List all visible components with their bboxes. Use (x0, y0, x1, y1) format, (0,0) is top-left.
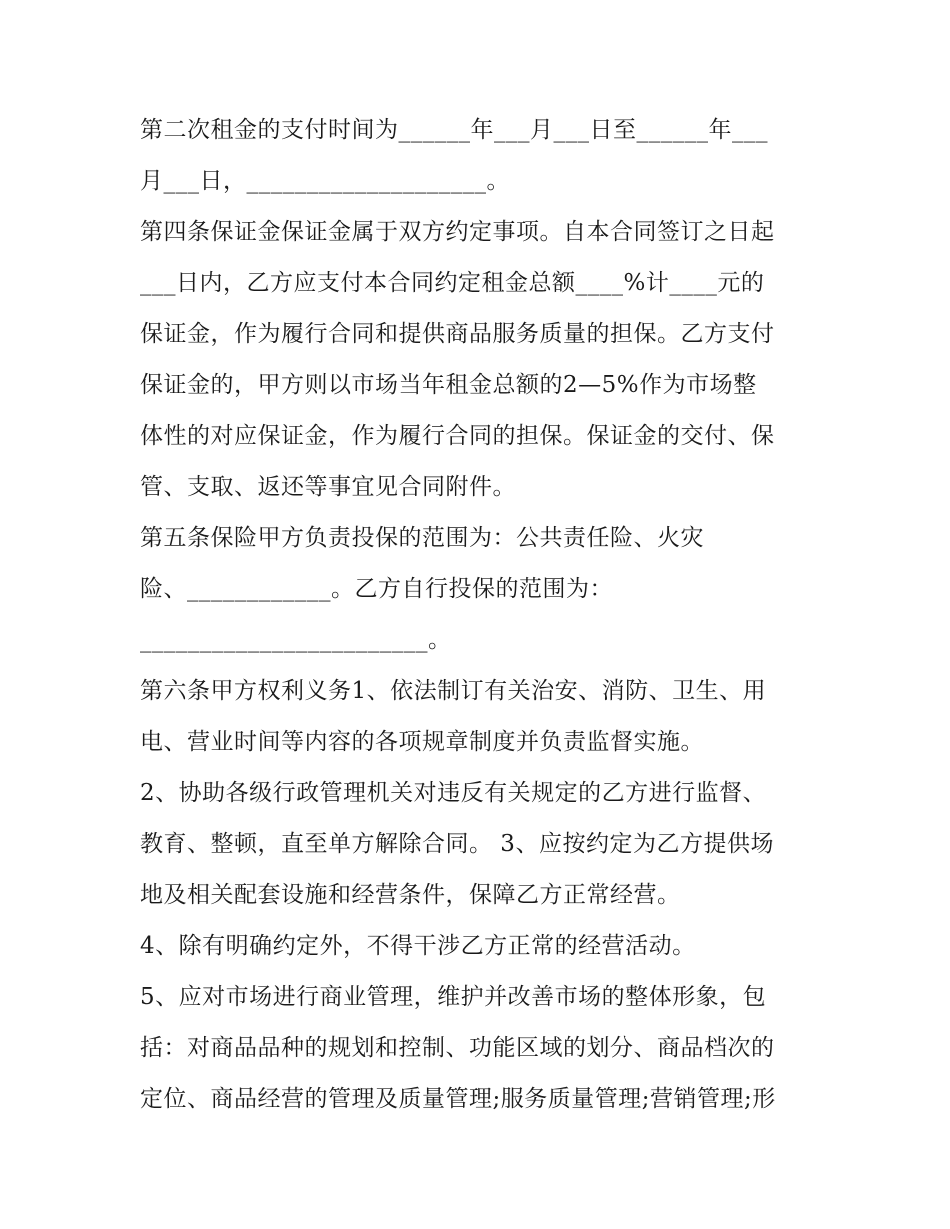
text-line: 电、营业时间等内容的各项规章制度并负责监督实施。 (140, 729, 704, 755)
text-line: 体性的对应保证金，作为履行合同的担保。保证金的交付、保 (140, 423, 775, 449)
text-line: 保证金，作为履行合同和提供商品服务质量的担保。乙方支付 (140, 321, 775, 347)
text-line: 定位、商品经营的管理及质量管理;服务质量管理;营销管理;形 (140, 1086, 776, 1112)
text-line: ___日内，乙方应支付本合同约定租金总额____%计____元的 (140, 270, 765, 296)
text-line: 地及相关配套设施和经营条件，保障乙方正常经营。 (140, 882, 681, 908)
text-line: 保证金的，甲方则以市场当年租金总额的2—5%作为市场整 (140, 372, 757, 398)
text-line: 第六条甲方权利义务1、依法制订有关治安、消防、卫生、用 (140, 678, 767, 704)
text-line: 教育、整顿，直至单方解除合同。 3、应按约定为乙方提供场 (140, 831, 774, 857)
text-line: 5、应对市场进行商业管理，维护并改善市场的整体形象，包 (140, 984, 767, 1010)
text-line: 月___日，____________________。 (140, 168, 510, 194)
text-line: 第五条保险甲方负责投保的范围为：公共责任险、火灾 (140, 525, 704, 551)
text-line: 4、除有明确约定外，不得干涉乙方正常的经营活动。 (140, 933, 696, 959)
text-line: 险、____________。乙方自行投保的范围为： (140, 576, 613, 602)
text-line: 第二次租金的支付时间为______年___月___日至______年___ (140, 117, 768, 143)
text-line: ________________________。 (140, 627, 452, 653)
text-line: 括：对商品品种的规划和控制、功能区域的划分、商品档次的 (140, 1035, 775, 1061)
text-line: 2、协助各级行政管理机关对违反有关规定的乙方进行监督、 (140, 780, 767, 806)
text-line: 第四条保证金保证金属于双方约定事项。自本合同签订之日起 (140, 219, 775, 245)
text-line: 管、支取、返还等事宜见合同附件。 (140, 474, 516, 500)
